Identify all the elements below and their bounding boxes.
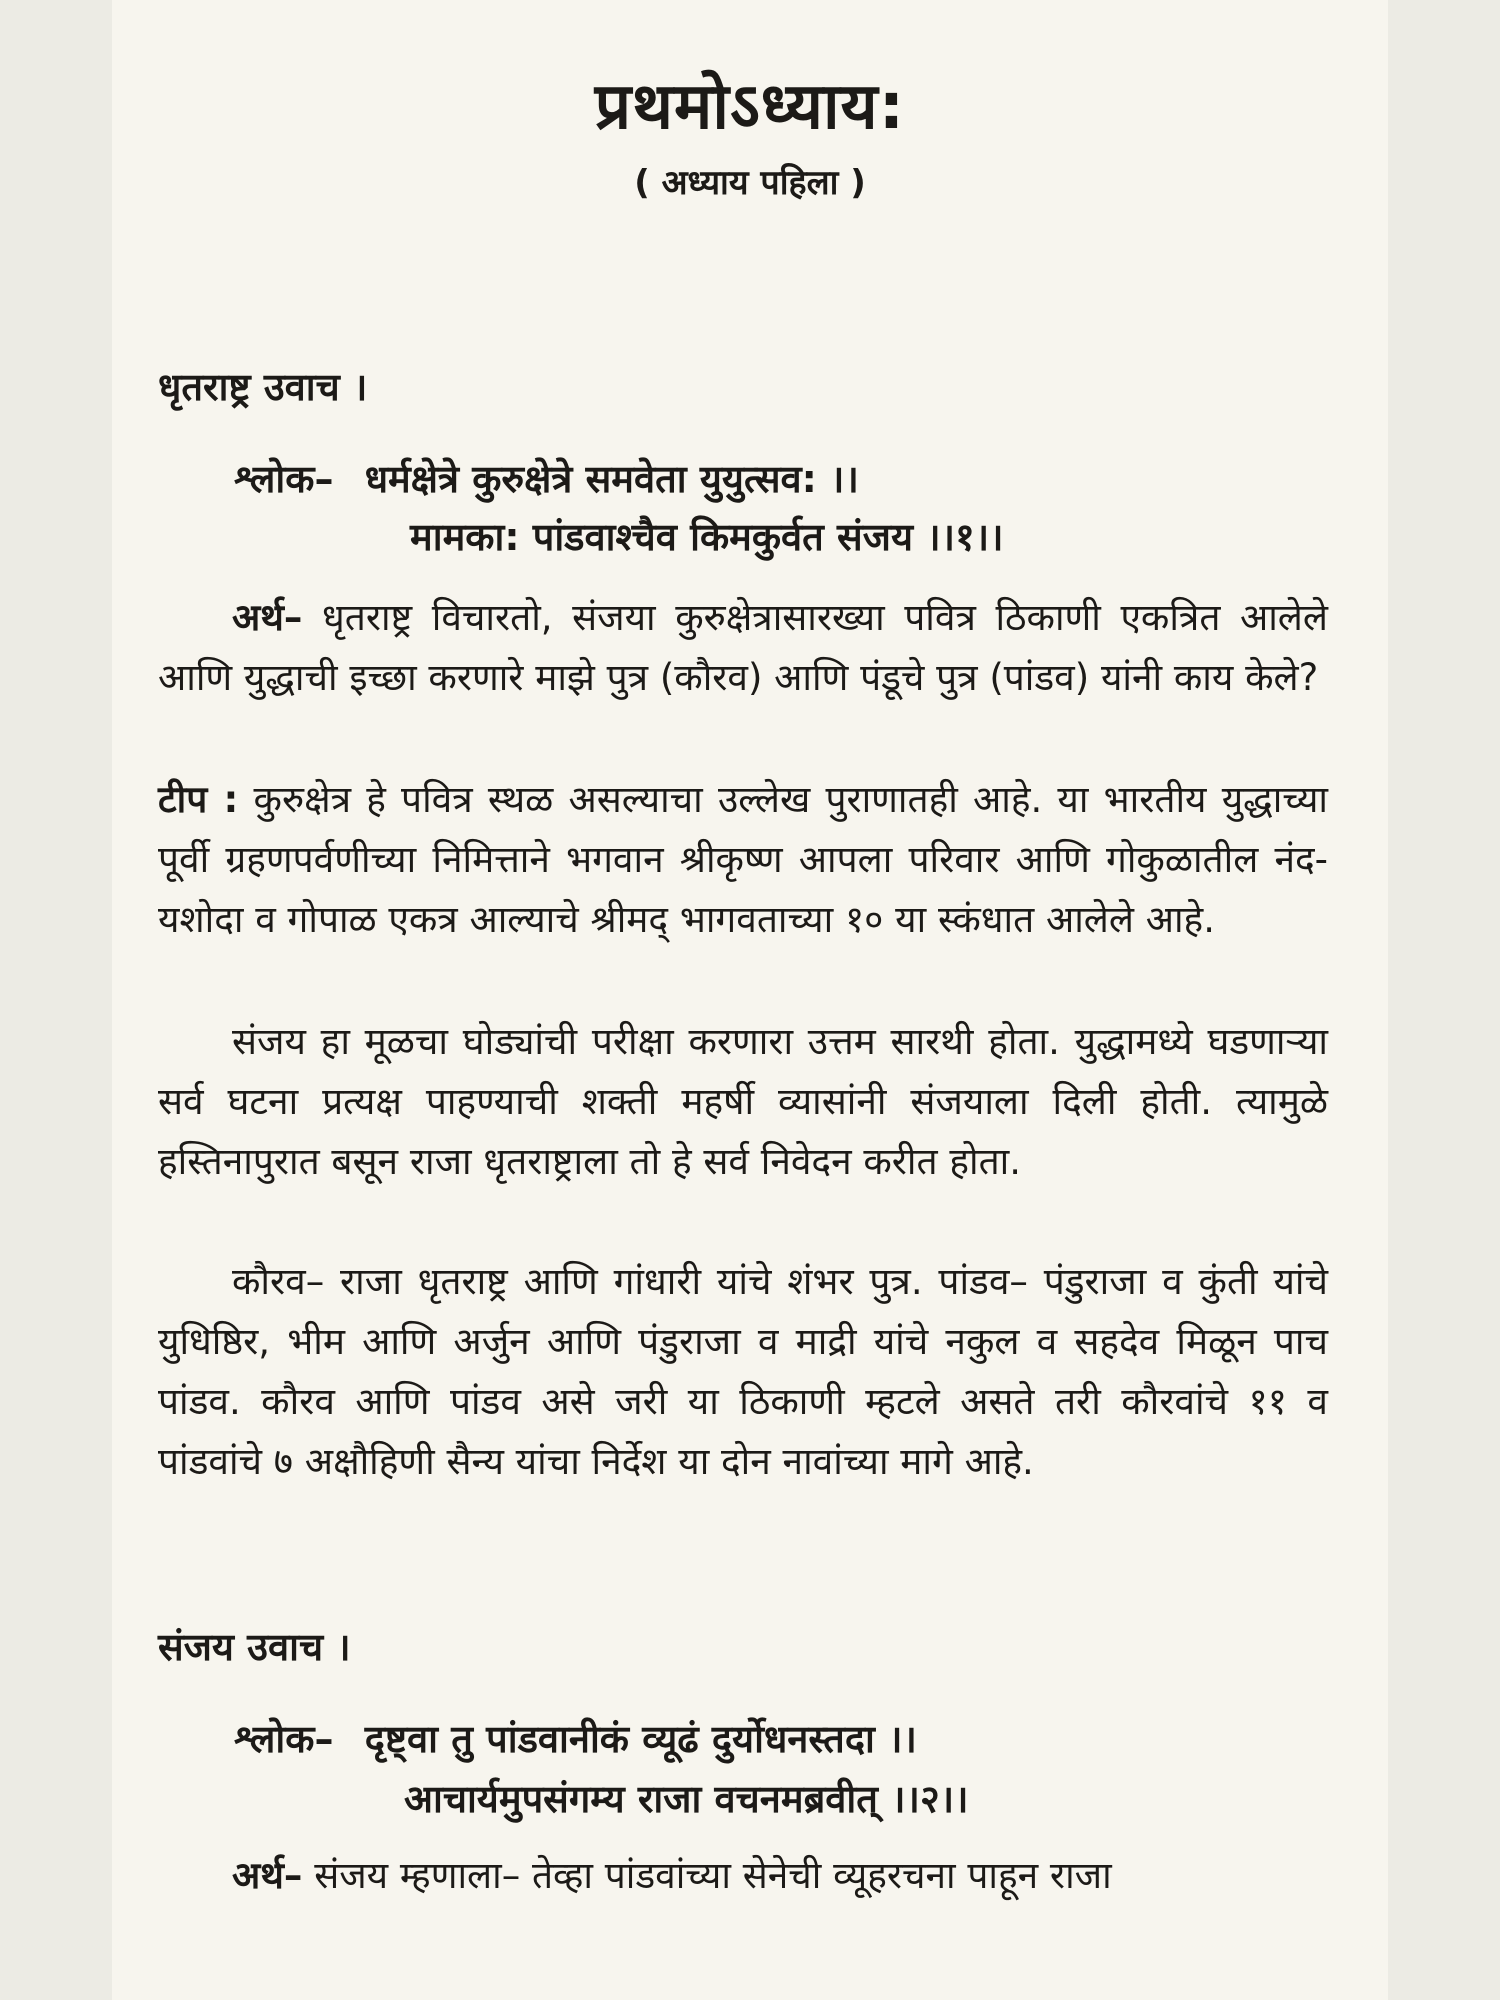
chapter-title: प्रथमोऽध्याय: <box>594 70 906 144</box>
artha-1 <box>158 588 1328 708</box>
tip-label: टीप : <box>158 778 239 821</box>
shloka-1-line-2: मामका: पांडवाश्चैव किमकुर्वत संजय ।।१।। <box>410 515 1004 559</box>
speaker-dhritarashtra: धृतराष्ट्र उवाच । <box>158 365 368 409</box>
paragraph-sanjay: संजय हा मूळचा घोड्यांची परीक्षा करणारा उत्तम सारथी होता. युद्धामध्ये घडणाऱ्या सर्व घटना प्रत्यक्ष पाहण्याची शक्ती महर्षी व्यासांनी संजयाला दिली होती. त्यामुळे हस्तिनापुरात बसून राजा धृतराष्ट्राला तो हे सर्व निवेदन करीत होता. <box>158 1020 1328 1183</box>
book-page <box>112 0 1388 2000</box>
shloka-text: दृष्ट्वा तु पांडवानीकं व्यूढं दुर्योधनस्तदा ।। <box>364 1717 917 1761</box>
tip-text: कुरुक्षेत्र हे पवित्र स्थळ असल्याचा उल्लेख पुराणातही आहे. या भारतीय युद्धाच्या पूर्वी ग्रहणपर्वणीच्या निमित्ताने भगवान श्रीकृष्ण आपला परिवार आणि गोकुळातील नंद-यशोदा व गोपाळ एकत्र आल्याचे श्रीमद् भागवताच्या १० या स्कंधात आलेले आहे. <box>158 778 1328 941</box>
paragraph-kaurav-pandav: कौरव– राजा धृतराष्ट्र आणि गांधारी यांचे शंभर पुत्र. पांडव– पंडुराजा व कुंती यांचे युधिष्ठिर, भीम आणि अर्जुन आणि पंडुराजा व माद्री यांचे नकुल व सहदेव मिळून पाच पांडव. कौरव आणि पांडव असे जरी या ठिकाणी म्हटले असते तरी कौरवांचे ११ व पांडवांचे ७ अक्षौहिणी सैन्य यांचा निर्देश या दोन नावांच्या मागे आहे. <box>158 1260 1328 1483</box>
shloka-label: श्लोक– <box>234 1717 334 1761</box>
shloka-2-line-1 <box>234 1712 917 1764</box>
artha-text: संजय म्हणाला– तेव्हा पांडवांच्या सेनेची व्यूहरचना पाहून राजा <box>314 1854 1112 1897</box>
artha-text: धृतराष्ट्र विचारतो, संजया कुरुक्षेत्रासारख्या पवित्र ठिकाणी एकत्रित आलेले आणि युद्धाची इच्छा करणारे माझे पुत्र (कौरव) आणि पंडूचे पुत्र (पांडव) यांनी काय केले? <box>158 596 1328 699</box>
shloka-1-line-1 <box>234 452 859 504</box>
chapter-subtitle: ( अध्याय पहिला ) <box>634 163 866 203</box>
artha-label: अर्थ– <box>232 596 303 639</box>
tip-paragraph <box>158 770 1328 950</box>
speaker-sanjay: संजय उवाच । <box>158 1625 351 1669</box>
shloka-2-line-2: आचार्यमुपसंगम्य राजा वचनमब्रवीत् ।।२।। <box>404 1777 969 1821</box>
page-margin-left <box>0 0 112 2000</box>
page-margin-right <box>1388 0 1500 2000</box>
artha-label: अर्थ– <box>232 1854 303 1897</box>
shloka-label: श्लोक– <box>234 457 334 501</box>
shloka-text: धर्मक्षेत्रे कुरुक्षेत्रे समवेता युयुत्सव: ।। <box>364 457 859 501</box>
artha-2 <box>158 1846 1328 1906</box>
